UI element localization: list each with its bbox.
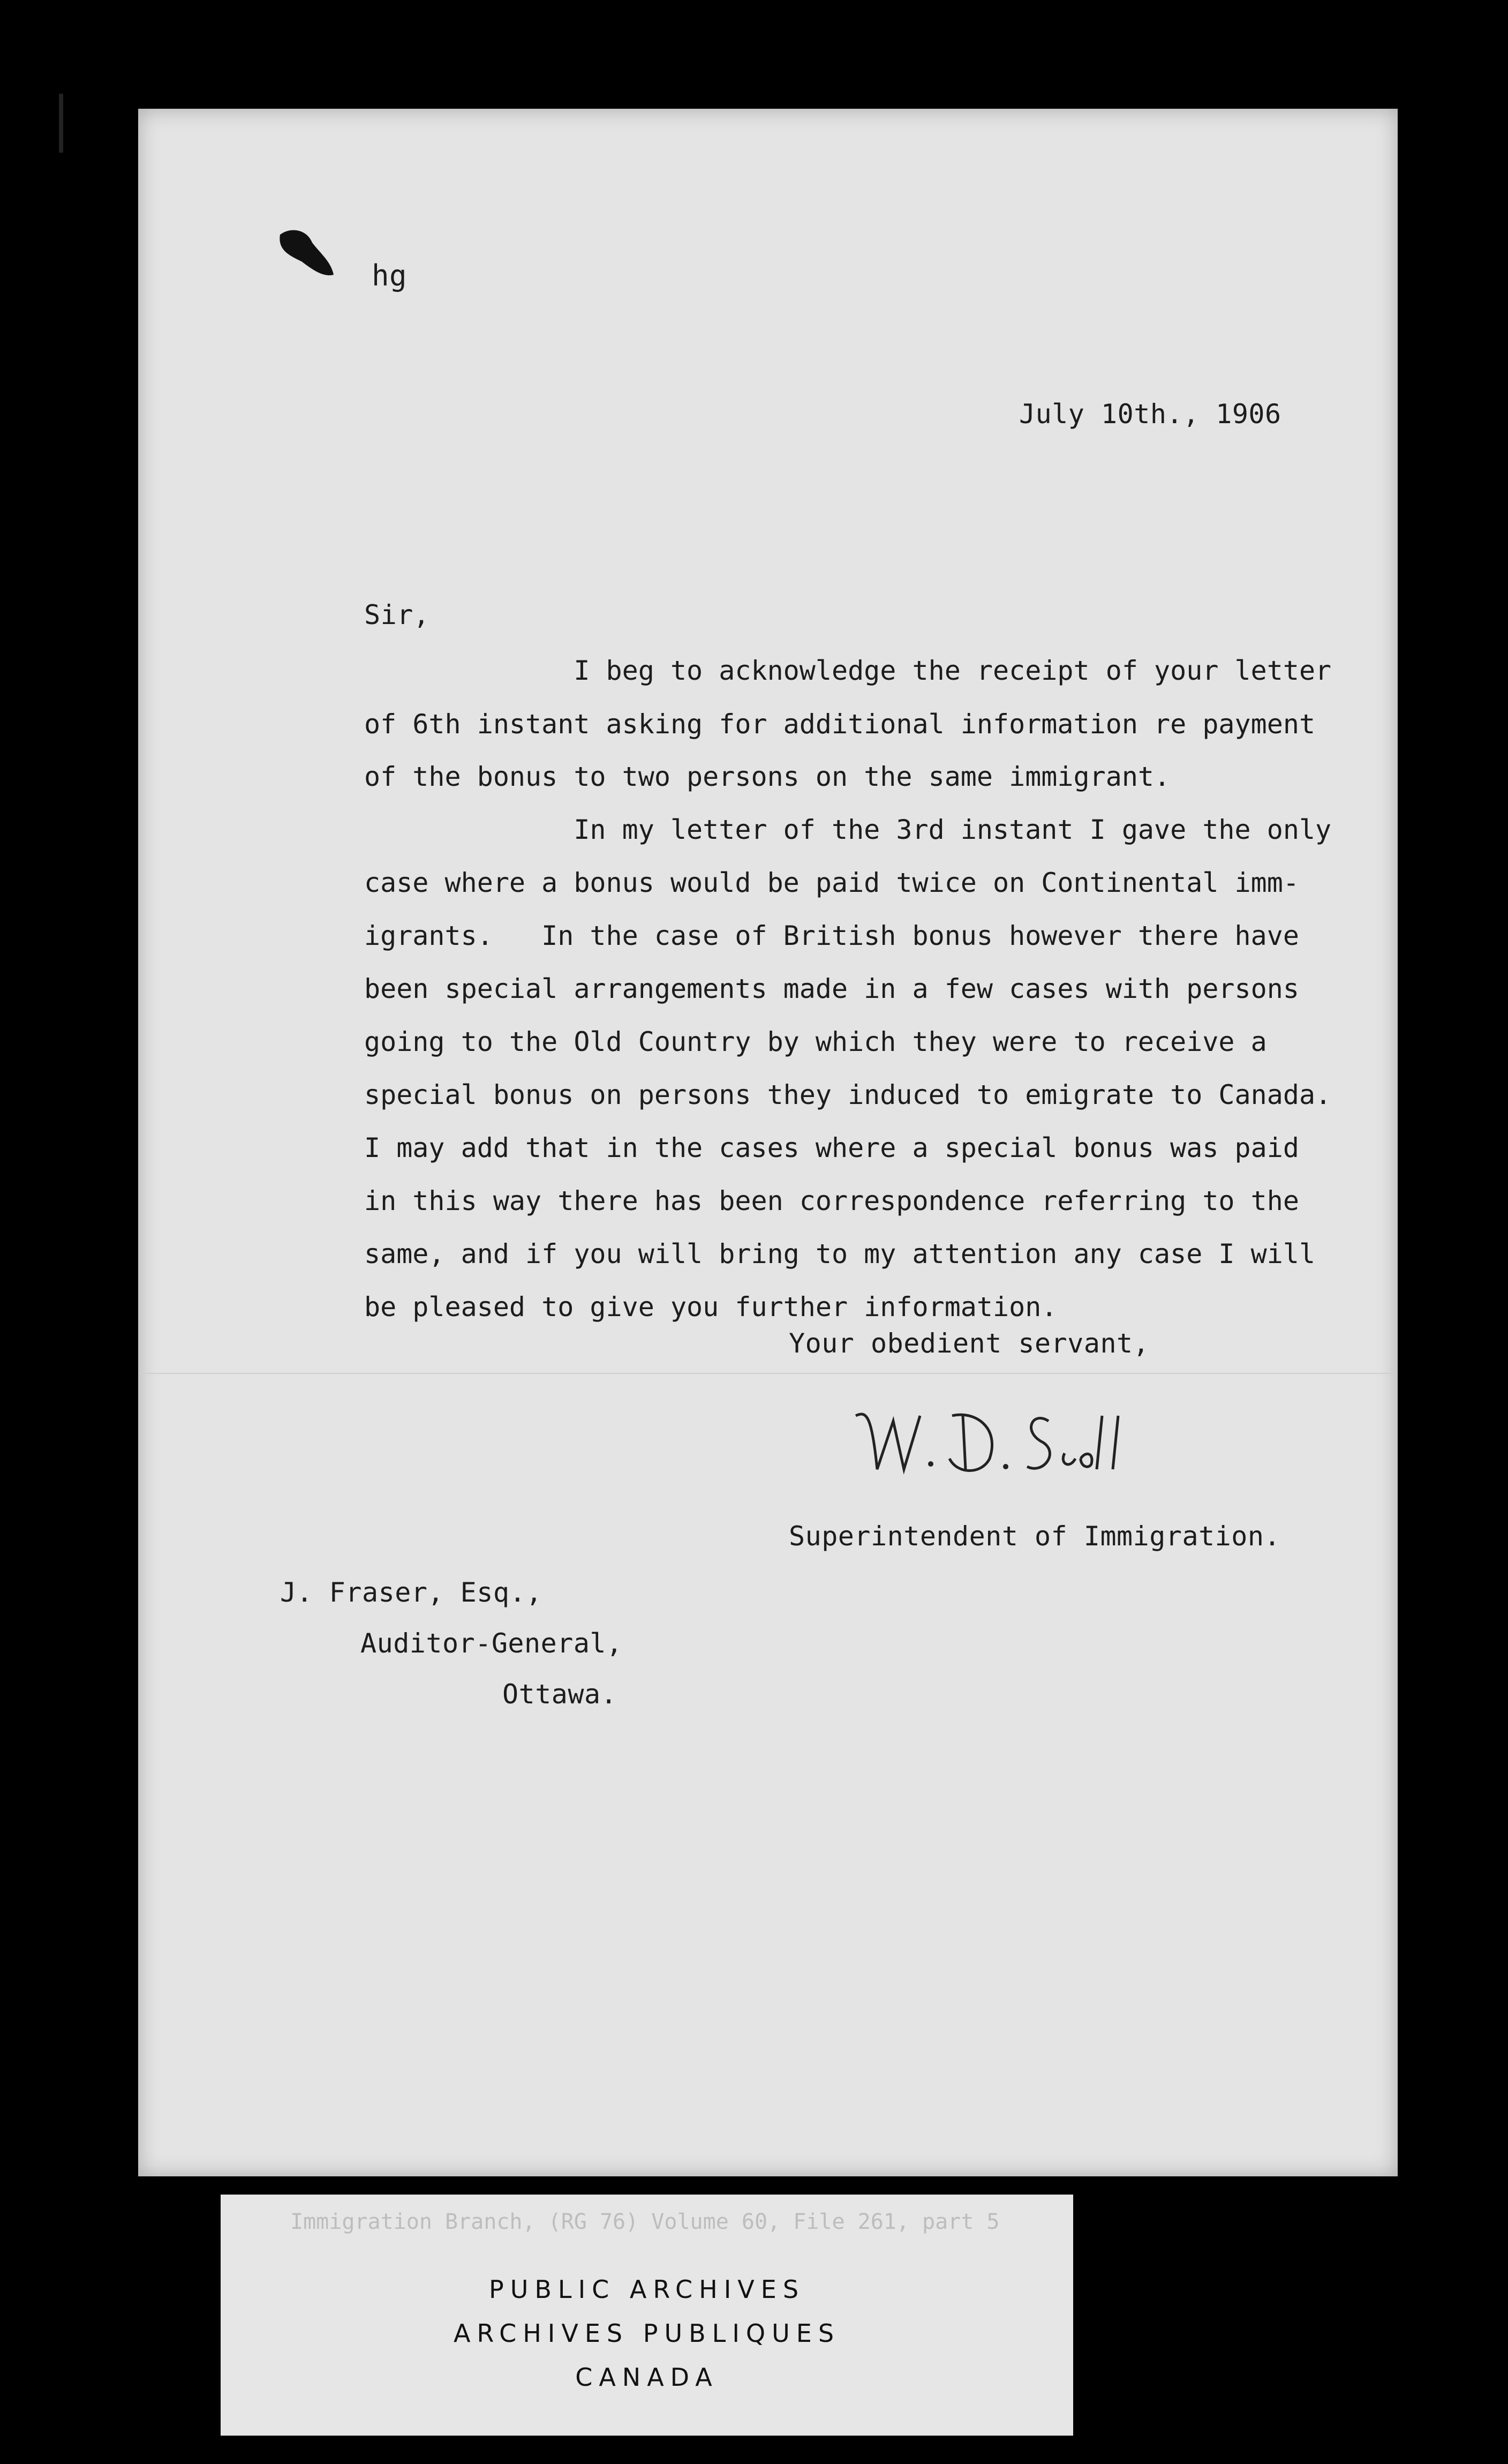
closing: Your obedient servant,	[789, 1328, 1150, 1359]
body-line: In my letter of the 3rd instant I gave the only	[364, 814, 1332, 845]
stamp-line-2: ARCHIVES PUBLIQUES	[453, 2319, 841, 2348]
body-line: of 6th instant asking for additional information re payment	[364, 709, 1316, 740]
stamp-line-1: PUBLIC ARCHIVES	[488, 2275, 805, 2304]
body-line: been special arrangements made in a few cases with persons	[364, 973, 1299, 1004]
signer-title: Superintendent of Immigration.	[789, 1521, 1281, 1552]
letter-date: July 10th., 1906	[1019, 399, 1281, 430]
film-edge-mark	[59, 94, 63, 153]
recipient-title: Auditor-General,	[360, 1628, 623, 1659]
archive-stamp	[221, 2195, 1073, 2436]
archive-reference: Immigration Branch, (RG 76) Volume 60, File 261, part 5	[290, 2210, 1000, 2234]
salutation: Sir,	[364, 599, 430, 630]
body-line: in this way there has been correspondence referring to the	[364, 1185, 1299, 1216]
stamp-line-3: CANADA	[575, 2363, 719, 2392]
body-line: I may add that in the cases where a special bonus was paid	[364, 1132, 1299, 1163]
body-line: same, and if you will bring to my attention any case I will	[364, 1238, 1316, 1269]
ink-blot-icon	[269, 224, 339, 283]
body-line: going to the Old Country by which they were to receive a	[364, 1026, 1267, 1057]
typist-initials: hg	[372, 259, 408, 292]
signature	[850, 1394, 1129, 1491]
body-line: of the bonus to two persons on the same immigrant.	[364, 761, 1171, 792]
letter-page	[138, 109, 1398, 2176]
recipient-city: Ottawa.	[502, 1679, 617, 1710]
body-line: igrants. In the case of British bonus however there have	[364, 920, 1299, 951]
body-line: I beg to acknowledge the receipt of your letter	[364, 655, 1332, 686]
page-fold	[138, 1373, 1398, 1374]
body-line: be pleased to give you further information.	[364, 1291, 1058, 1323]
body-line: special bonus on persons they induced to emigrate to Canada.	[364, 1079, 1332, 1110]
body-line: case where a bonus would be paid twice on Continental imm-	[364, 867, 1299, 898]
recipient-name: J. Fraser, Esq.,	[280, 1577, 542, 1608]
